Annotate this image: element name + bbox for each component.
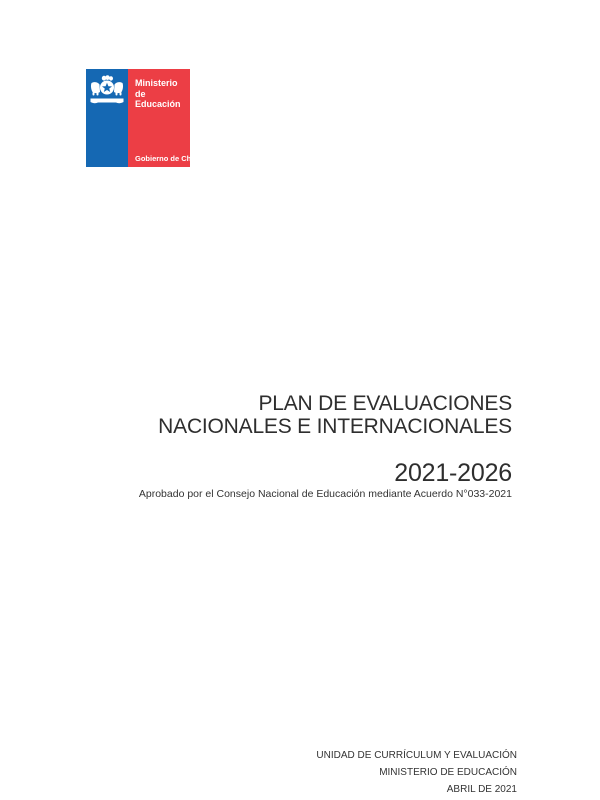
title-block bbox=[139, 392, 512, 501]
footer-date: ABRIL DE 2021 bbox=[446, 784, 517, 795]
logo-blue-panel bbox=[86, 69, 128, 167]
document-title-line2: NACIONALES E INTERNACIONALES bbox=[158, 415, 512, 438]
ministry-name-line1: Ministerio de bbox=[135, 78, 178, 99]
logo-red-panel bbox=[128, 69, 200, 167]
government-name: Gobierno de Chile bbox=[135, 154, 200, 163]
ministry-name bbox=[135, 78, 190, 110]
document-period: 2021-2026 bbox=[394, 459, 512, 487]
chile-coat-of-arms-icon bbox=[89, 69, 125, 167]
ministry-name-line2: Educación bbox=[135, 99, 181, 110]
footer-ministry: MINISTERIO DE EDUCACIÓN bbox=[379, 767, 517, 778]
document-title-line1: PLAN DE EVALUACIONES bbox=[258, 392, 512, 415]
approval-note: Aprobado por el Consejo Nacional de Educación mediante Acuerdo N°033-2021 bbox=[138, 488, 512, 500]
footer-block bbox=[316, 747, 517, 798]
gobierno-de-chile-logo bbox=[86, 69, 200, 167]
footer-unit: UNIDAD DE CURRÍCULUM Y EVALUACIÓN bbox=[316, 750, 517, 761]
